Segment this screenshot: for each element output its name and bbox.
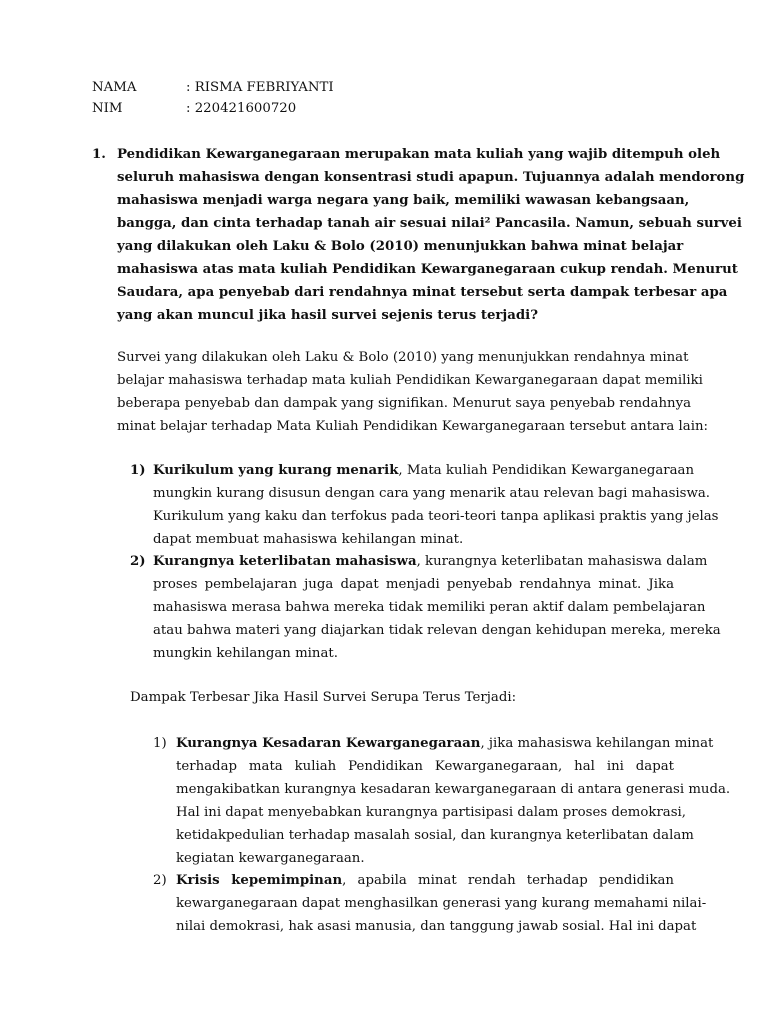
list-first-rest: , jika mahasiswa kehilangan minat	[480, 736, 714, 751]
list-first-line	[153, 554, 708, 569]
list-number: 1)	[153, 736, 167, 751]
list-first-line	[176, 873, 674, 888]
list-line: proses pembelajaran juga dapat menjadi penyebab rendahnya minat. Jika	[153, 577, 674, 592]
list-number: 2)	[153, 873, 167, 888]
answer-line: beberapa penyebab dan dampak yang signifikan. Menurut saya penyebab rendahnya	[117, 396, 692, 411]
question-line: Pendidikan Kewarganegaraan merupakan mata kuliah yang wajib ditempuh oleh	[117, 147, 721, 162]
question-line: Saudara, apa penyebab dari rendahnya minat tersebut serta dampak terbesar apa	[117, 285, 728, 300]
list-number: 2)	[130, 554, 146, 569]
question-line: yang dilakukan oleh Laku & Bolo (2010) menunjukkan bahwa minat belajar	[117, 239, 684, 254]
list-first-line	[153, 463, 695, 478]
question-line: yang akan muncul jika hasil survei sejenis terus terjadi?	[117, 308, 538, 323]
list-line: kewarganegaraan dapat menghasilkan generasi yang kurang memahami nilai-	[176, 896, 707, 911]
question-line: seluruh mahasiswa dengan konsentrasi studi apapun. Tujuannya adalah mendorong	[117, 170, 745, 185]
list-line: terhadap mata kuliah Pendidikan Kewarganegaraan, hal ini dapat	[176, 759, 674, 774]
list-first-rest: , Mata kuliah Pendidikan Kewarganegaraan	[398, 463, 695, 478]
question-number: 1.	[92, 147, 106, 162]
answer-line: Survei yang dilakukan oleh Laku & Bolo (2010) yang menunjukkan rendahnya minat	[117, 350, 689, 365]
list-number: 1)	[130, 463, 146, 478]
list-title: Kurikulum yang kurang menarik	[153, 463, 399, 478]
list-first-line	[176, 736, 714, 751]
answer-line: belajar mahasiswa terhadap mata kuliah Pendidikan Kewarganegaraan dapat memiliki	[117, 373, 703, 388]
question-line: mahasiswa menjadi warga negara yang baik, memiliki wawasan kebangsaan,	[117, 193, 690, 208]
list-line: mengakibatkan kurangnya kesadaran kewarganegaraan di antara generasi muda.	[176, 782, 731, 797]
answer-line: minat belajar terhadap Mata Kuliah Pendidikan Kewarganegaraan tersebut antara lain:	[117, 419, 708, 434]
list-title: Kurangnya Kesadaran Kewarganegaraan	[176, 736, 481, 751]
list-title: Kurangnya keterlibatan mahasiswa	[153, 554, 417, 569]
list-line: kegiatan kewarganegaraan.	[176, 851, 365, 866]
list-first-rest: , kurangnya keterlibatan mahasiswa dalam	[416, 554, 708, 569]
nim-value: : 220421600720	[186, 101, 297, 116]
list-line: Kurikulum yang kaku dan terfokus pada teori-teori tanpa aplikasi praktis yang jelas	[153, 509, 719, 524]
list-line: ketidakpedulian terhadap masalah sosial, dan kurangnya keterlibatan dalam	[176, 828, 694, 843]
list-line: mungkin kurang disusun dengan cara yang menarik atau relevan bagi mahasiswa.	[153, 486, 711, 501]
impact-heading: Dampak Terbesar Jika Hasil Survei Serupa Terus Terjadi:	[130, 690, 517, 705]
list-title: Krisis kepemimpinan	[176, 873, 343, 888]
list-line: mungkin kehilangan minat.	[153, 646, 338, 661]
list-line: nilai demokrasi, hak asasi manusia, dan tanggung jawab sosial. Hal ini dapat	[176, 919, 697, 934]
list-first-rest: , apabila minat rendah terhadap pendidikan	[342, 873, 674, 888]
list-line: atau bahwa materi yang diajarkan tidak relevan dengan kehidupan mereka, mereka	[153, 623, 721, 638]
name-label: NAMA	[92, 80, 137, 95]
question-line: bangga, dan cinta terhadap tanah air sesuai nilai² Pancasila. Namun, sebuah survei	[117, 216, 742, 231]
name-value: : RISMA FEBRIYANTI	[186, 80, 334, 95]
list-line: mahasiswa merasa bahwa mereka tidak memiliki peran aktif dalam pembelajaran	[153, 600, 706, 615]
nim-label: NIM	[92, 101, 123, 116]
list-line: Hal ini dapat menyebabkan kurangnya partisipasi dalam proses demokrasi,	[176, 805, 687, 820]
list-line: dapat membuat mahasiswa kehilangan minat.	[153, 532, 464, 547]
question-line: mahasiswa atas mata kuliah Pendidikan Kewarganegaraan cukup rendah. Menurut	[117, 262, 738, 277]
